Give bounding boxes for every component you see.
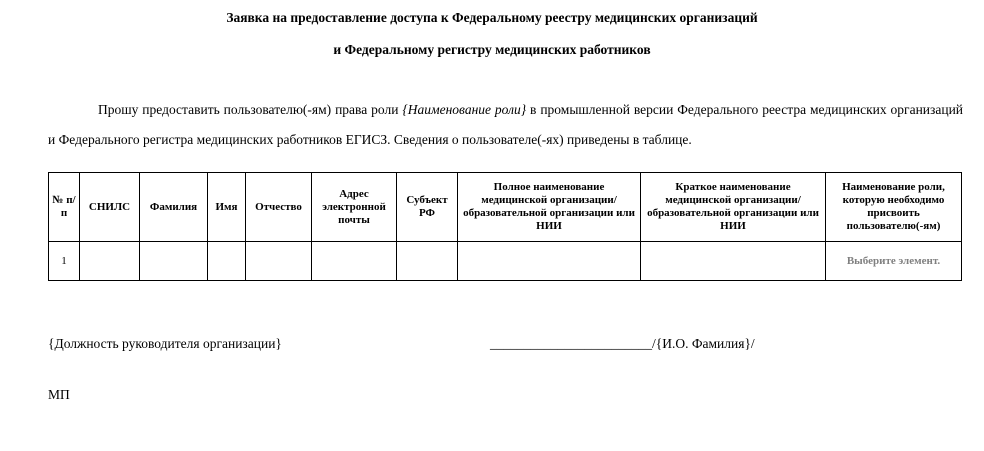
cell-patronymic[interactable] <box>246 242 312 281</box>
cell-full-org[interactable] <box>458 242 641 281</box>
header-short-org: Краткое наименование медицинской организации/образовательной организации или НИИ <box>641 173 826 242</box>
role-select-placeholder[interactable]: Выберите элемент. <box>826 242 962 281</box>
document-title-line1: Заявка на предоставление доступа к Федеральному реестру медицинских организаций <box>226 10 758 25</box>
header-surname: Фамилия <box>140 173 208 242</box>
stamp-label: МП <box>48 387 70 402</box>
document-title-line2: и Федеральному регистру медицинских работников <box>333 42 651 57</box>
table-row <box>49 242 962 281</box>
header-full-org: Полное наименование медицинской организации/образовательной организации или НИИ <box>458 173 641 242</box>
header-snils: СНИЛС <box>80 173 140 242</box>
cell-name[interactable] <box>208 242 246 281</box>
cell-region[interactable] <box>397 242 458 281</box>
header-num: № п/п <box>49 173 80 242</box>
request-paragraph <box>48 95 963 155</box>
paragraph-part2: в промышленной версии Федерального реестра медицинских организаций и Федерального регистра медицинских работников ЕГИСЗ. Сведения о пользователе(-ях) приведены в таблице. <box>48 102 964 147</box>
header-patronymic: Отчество <box>246 173 312 242</box>
cell-short-org[interactable] <box>641 242 826 281</box>
header-name: Имя <box>208 173 246 242</box>
header-email: Адрес электронной почты <box>312 173 397 242</box>
table-header-row <box>49 173 962 242</box>
role-placeholder[interactable]: {Наименование роли} <box>402 102 527 117</box>
header-role: Наименование роли, которую необходимо присвоить пользователю(-ям) <box>826 173 962 242</box>
manager-position-placeholder: {Должность руководителя организации} <box>48 336 282 351</box>
cell-snils[interactable] <box>80 242 140 281</box>
cell-surname[interactable] <box>140 242 208 281</box>
cell-email[interactable] <box>312 242 397 281</box>
users-table <box>48 172 962 281</box>
paragraph-part1: Прошу предоставить пользователю(-ям) права роли <box>98 102 403 117</box>
signature-line: ________________________/{И.О. Фамилия}/ <box>490 336 755 351</box>
header-region: Субъект РФ <box>397 173 458 242</box>
cell-num: 1 <box>49 242 80 281</box>
